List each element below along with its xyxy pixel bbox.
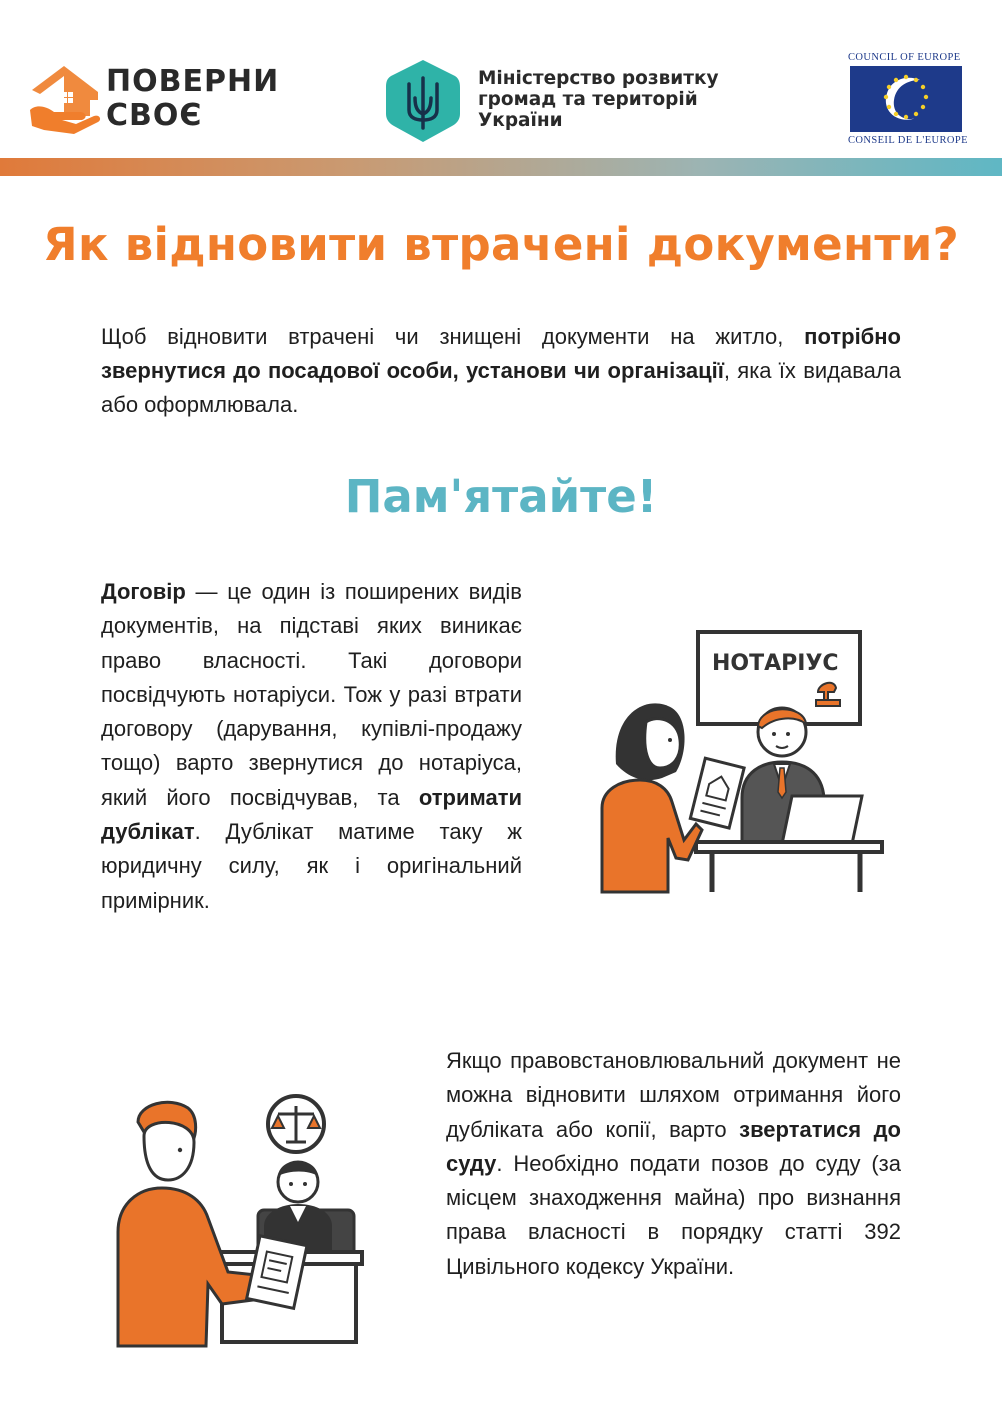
contract-text-2: . Дублікат матиме таку ж юридичну силу, як і оригінальний примірник. bbox=[101, 819, 522, 913]
ministry-name-line-1: Міністерство розвитку bbox=[478, 68, 719, 89]
contract-bold-1: Договір bbox=[101, 579, 186, 604]
notary-sign-text: НОТАРІУС bbox=[712, 651, 839, 676]
intro-text-2: , яка їх видавала або оформлювала. bbox=[101, 358, 901, 417]
hand-house-icon bbox=[28, 60, 102, 136]
court-text-1: Якщо правовстановлювальний документ не можна відновити шляхом отримання його дубліката або копії, варто bbox=[446, 1048, 901, 1142]
ministry-name-line-3: України bbox=[478, 110, 563, 131]
logo-line-2: СВОЄ bbox=[106, 98, 203, 133]
court-illustration bbox=[98, 1076, 374, 1352]
notary-illustration bbox=[592, 612, 892, 924]
trident-emblem-icon bbox=[384, 58, 462, 144]
remember-heading: Пам'ятайте! bbox=[344, 470, 658, 523]
page-title: Як відновити втрачені документи? bbox=[43, 218, 959, 271]
coe-bottom-text: CONSEIL DE L'EUROPE bbox=[848, 135, 968, 146]
ministry-name bbox=[478, 68, 719, 131]
court-text-2: . Необхідно подати позов до суду (за місцем знаходження майна) про визнання права власності в порядку статті 392 Цивільного кодексу України. bbox=[446, 1150, 901, 1279]
ministry-logo bbox=[384, 58, 724, 144]
court-bold-1: звертатися до суду bbox=[446, 1116, 902, 1176]
coe-stars-icon bbox=[850, 66, 962, 132]
intro-bold-1: потрібно звернутися до посадової особи, установи чи організації bbox=[101, 324, 901, 383]
intro-text-1: Щоб відновити втрачені чи знищені документи на житло, bbox=[101, 324, 805, 349]
gradient-divider bbox=[0, 158, 1002, 176]
poverny-svoe-logo bbox=[28, 60, 280, 140]
logo-line-1: ПОВЕРНИ bbox=[106, 64, 280, 99]
council-of-europe-logo bbox=[846, 52, 966, 152]
ministry-name-line-2: громад та територій bbox=[478, 89, 698, 110]
court-paragraph bbox=[446, 1044, 901, 1284]
contract-bold-2: отримати дублікат bbox=[101, 784, 522, 845]
intro-paragraph bbox=[101, 320, 901, 422]
coe-top-text: COUNCIL OF EUROPE bbox=[848, 52, 961, 63]
contract-text-1: — це один із поширених видів документів, на підставі яких виникає право власності. Такі договори посвідчують нотаріуси. Тож у разі втрати договору (дарування, купівлі-продажу тощо) варто звернутися до нотаріуса, який його посвідчував, та bbox=[101, 579, 522, 810]
contract-paragraph bbox=[101, 575, 522, 918]
page-header bbox=[0, 0, 1002, 160]
